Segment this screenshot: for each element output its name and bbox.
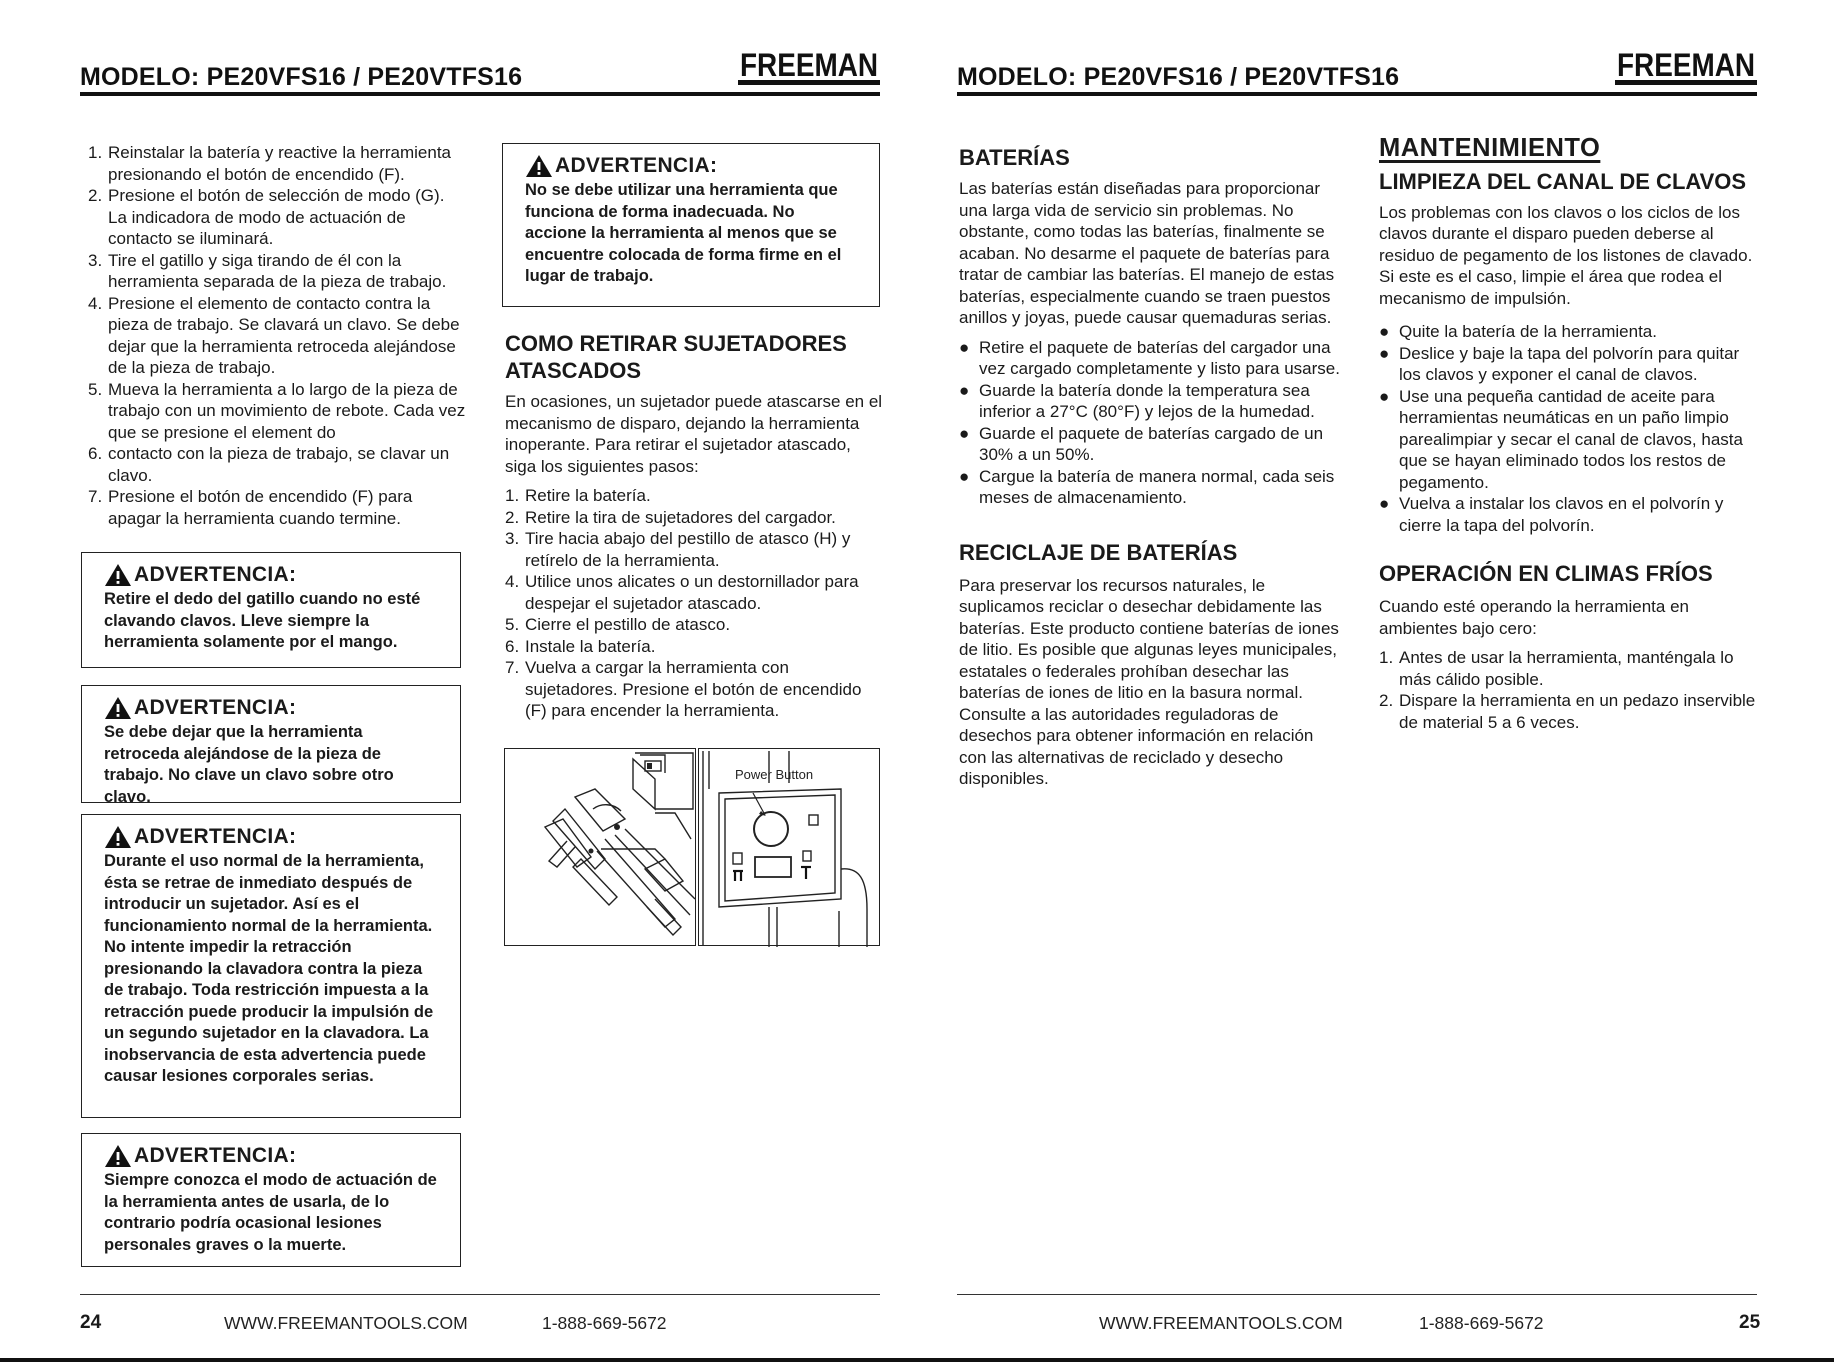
warning-text: Se debe dejar que la herramienta retroceda alejándose de la pieza de trabajo. No clave un clavo sobre otro clavo. bbox=[104, 723, 394, 806]
website-link[interactable]: WWW.FREEMANTOOLS.COM bbox=[1099, 1313, 1343, 1333]
section-heading: COMO RETIRAR SUJETADORES ATASCADOS bbox=[505, 331, 847, 383]
list-item: 7. Vuelva a cargar la herramienta con sujetadores. Presione el botón de encendido (F) para encender la herramienta. bbox=[505, 658, 862, 720]
warning-box-retraction: ADVERTENCIA: Durante el uso normal de la herramienta, ésta se retrae de inmediato después de introducir un sujetador. Así es el funcionamiento normal de la herramienta. No intente impedir la retracción presionando la clavadora contra la pieza de trabajo. Toda restricción impuesta a la retracción puede producir la impulsión de un segundo sujetador en la clavadora. La inobservancia de esta advertencia puede causar lesiones corporales serias. bbox=[81, 814, 461, 1118]
warning-icon bbox=[104, 563, 132, 587]
phone-number: 1-888-669-5672 bbox=[542, 1313, 667, 1333]
left-column-2 bbox=[505, 330, 885, 722]
page-header bbox=[80, 48, 880, 96]
warning-box-mode: ADVERTENCIA: Siempre conozca el modo de actuación de la herramienta antes de usarla, de lo contrario podría ocasional lesiones personales graves o la muerte. bbox=[81, 1133, 461, 1267]
list-item: 1. Retire la batería. bbox=[505, 486, 651, 505]
right-column-1 bbox=[959, 144, 1343, 790]
list-item: 7. Presione el botón de encendido (F) para apagar la herramienta cuando termine. bbox=[88, 487, 413, 528]
list-item: 2. Presione el botón de selección de modo (G). La indicadora de modo de actuación de contacto se iluminará. bbox=[88, 186, 445, 248]
list-item: ● Retire el paquete de baterías del cargador una vez cargado completamente y listo para usarse. bbox=[959, 337, 1340, 378]
list-item: ● Quite la batería de la herramienta. bbox=[1379, 322, 1657, 341]
list-item: ● Deslice y baje la tapa del polvorín para quitar los clavos y exponer el canal de clavos. bbox=[1379, 343, 1740, 384]
section-heading: RECICLAJE DE BATERÍAS bbox=[959, 539, 1238, 565]
tool-figure bbox=[504, 748, 880, 946]
warning-box-recoil: ADVERTENCIA: Se debe dejar que la herramienta retroceda alejándose de la pieza de trabajo. No clave un clavo sobre otro clavo. bbox=[81, 685, 461, 803]
phone-number: 1-888-669-5672 bbox=[1419, 1313, 1544, 1333]
intro-paragraph: En ocasiones, un sujetador puede atascarse en el mecanismo de disparo, dejando la herramienta inoperante. Para retirar el sujetador atascado, siga los siguientes pasos: bbox=[505, 392, 883, 476]
list-item: ● Guarde el paquete de baterías cargado de un 30% a un 50%. bbox=[959, 423, 1324, 464]
freeman-logo bbox=[738, 46, 880, 86]
cold-weather-steps bbox=[1379, 647, 1763, 733]
list-item: 3. Tire hacia abajo del pestillo de atasco (H) y retírelo de la herramienta. bbox=[505, 529, 851, 570]
power-button-illustration bbox=[698, 748, 880, 946]
page-header bbox=[957, 48, 1757, 96]
list-item: ● Vuelva a instalar los clavos en el polvorín y cierre la tapa del polvorín. bbox=[1379, 494, 1724, 535]
warning-box-trigger: ADVERTENCIA: Retire el dedo del gatillo cuando no esté clavando clavos. Lleve siempre la herramienta solamente por el mango. bbox=[81, 552, 461, 668]
list-item: 2. Retire la tira de sujetadores del cargador. bbox=[505, 507, 836, 527]
freeman-logo bbox=[1615, 46, 1757, 86]
right-column-2 bbox=[1379, 134, 1763, 733]
list-item: 1. Reinstalar la batería y reactive la herramienta presionando el botón de encendido (F). bbox=[88, 143, 451, 184]
list-item: ● Use una pequeña cantidad de aceite para herramientas neumáticas en un paño limpio parealimpiar y secar el canal de clavos, hasta que se hayan eliminado todos los restos de pegamento. bbox=[1379, 386, 1743, 492]
list-item: 4. Utilice unos alicates o un destornillador para despejar el sujetador atascado. bbox=[505, 572, 859, 613]
list-item: ● Guarde la batería donde la temperatura sea inferior a 27°C (80°F) y lejos de la humedad. bbox=[959, 380, 1315, 421]
section-heading: LIMPIEZA DEL CANAL DE CLAVOS bbox=[1379, 168, 1747, 194]
list-item: ● Cargue la batería de manera normal, cada seis meses de almacenamiento. bbox=[959, 466, 1335, 507]
power-button-label: Power Button bbox=[735, 767, 814, 782]
list-item: 4. Presione el elemento de contacto contra la pieza de trabajo. Se clavará un clavo. Se debe dejar que la herramienta retroceda alejándose de la pieza de trabajo. bbox=[88, 293, 460, 377]
page-number: 25 bbox=[1739, 1312, 1761, 1333]
warning-icon bbox=[104, 1144, 132, 1168]
warning-text: No se debe utilizar una herramienta que funciona de forma inadecuada. No accione la herramienta al menos que se encuentre colocada de forma firme en el lugar de trabajo. bbox=[525, 181, 842, 285]
bottom-edge-rule bbox=[0, 1358, 1834, 1362]
operation-steps bbox=[88, 142, 468, 529]
paragraph: Los problemas con los clavos o los ciclos de los clavos durante el disparo pueden deberse al residuo de pegamento de los listones de clavado. Si este es el caso, limpie el área que rodea el mecanismo de impulsión. bbox=[1379, 202, 1753, 308]
list-item: 5. Mueva la herramienta a lo largo de la pieza de trabajo con un movimiento de rebote. Cada vez que se presione el element do bbox=[88, 379, 466, 442]
left-column-1 bbox=[88, 142, 468, 529]
warning-icon bbox=[525, 154, 553, 178]
list-item: 6. Instale la batería. bbox=[505, 636, 656, 656]
warning-icon bbox=[104, 696, 132, 720]
list-item: 1. Antes de usar la herramienta, manténgala lo más cálido posible. bbox=[1379, 648, 1734, 689]
logo-text: FREEMAN bbox=[1617, 47, 1755, 83]
list-item: 6. contacto con la pieza de trabajo, se clavar un clavo. bbox=[88, 444, 450, 485]
warning-icon bbox=[104, 825, 132, 849]
page-title: MANTENIMIENTO bbox=[1379, 134, 1601, 162]
paragraph: Para preservar los recursos naturales, le suplicamos reciclar o desechar debidamente las baterías. Este producto contiene baterías de iones de litio. Es posible que algunas leyes municipales, estatales o federales prohíban desechar las baterías de iones de litio en la basura normal. Consulte a las autoridades reguladoras de desechos para obtener información en relación con las alternativas de reciclado y desecho disponibles. bbox=[959, 575, 1339, 788]
warning-text: Retire el dedo del gatillo cuando no esté clavando clavos. Lleve siempre la herramienta solamente por el mango. bbox=[104, 590, 421, 651]
list-item: 5. Cierre el pestillo de atasco. bbox=[505, 615, 731, 634]
section-heading: BATERÍAS bbox=[959, 145, 1070, 170]
website-link[interactable]: WWW.FREEMANTOOLS.COM bbox=[224, 1313, 468, 1333]
footer-rule bbox=[957, 1294, 1757, 1295]
warning-text: Durante el uso normal de la herramienta, ésta se retrae de inmediato después de introducir un sujetador. Así es el funcionamiento normal de la herramienta. No intente impedir la retracción presionando la clavadora contra la pieza de trabajo. Toda restricción impuesta a la retracción puede producir la impulsión de un segundo sujetador en la clavadora. La inobservancia de esta advertencia puede causar lesiones corporales serias. bbox=[104, 852, 434, 1085]
logo-text: FREEMAN bbox=[740, 47, 878, 83]
warning-text: Siempre conozca el modo de actuación de la herramienta antes de usarla, de lo contrario podría ocasional lesiones personales graves o la muerte. bbox=[104, 1171, 437, 1254]
footer-rule bbox=[80, 1294, 880, 1295]
section-heading: OPERACIÓN EN CLIMAS FRÍOS bbox=[1379, 561, 1713, 586]
battery-bullets bbox=[959, 337, 1343, 509]
model-title: MODELO: PE20VFS16 / PE20VTFS16 bbox=[80, 63, 523, 91]
model-title: MODELO: PE20VFS16 / PE20VTFS16 bbox=[957, 63, 1400, 91]
list-item: 3. Tire el gatillo y siga tirando de él con la herramienta separada de la pieza de trabajo. bbox=[88, 250, 447, 291]
paragraph: Las baterías están diseñadas para proporcionar una larga vida de servicio sin problemas. No obstante, como todas las baterías, finalmente se acaban. No desarme el paquete de baterías para tratar de cambiar las baterías. El manejo de estas baterías, especialmente cuando se traen puestos anillos y joyas, puede causar quemaduras serias. bbox=[959, 179, 1335, 327]
page-number: 24 bbox=[80, 1312, 102, 1333]
jam-latch-illustration bbox=[504, 748, 696, 946]
right-page bbox=[917, 0, 1834, 1362]
warning-box-malfunction: ADVERTENCIA: No se debe utilizar una herramienta que funciona de forma inadecuada. No accione la herramienta al menos que se encuentre colocada de forma firme en el lugar de trabajo. bbox=[502, 143, 880, 307]
list-item: 2. Dispare la herramienta en un pedazo inservible de material 5 a 6 veces. bbox=[1379, 691, 1756, 732]
paragraph: Cuando esté operando la herramienta en ambientes bajo cero: bbox=[1379, 597, 1689, 638]
unjam-steps bbox=[505, 485, 885, 722]
maintenance-bullets bbox=[1379, 321, 1763, 536]
